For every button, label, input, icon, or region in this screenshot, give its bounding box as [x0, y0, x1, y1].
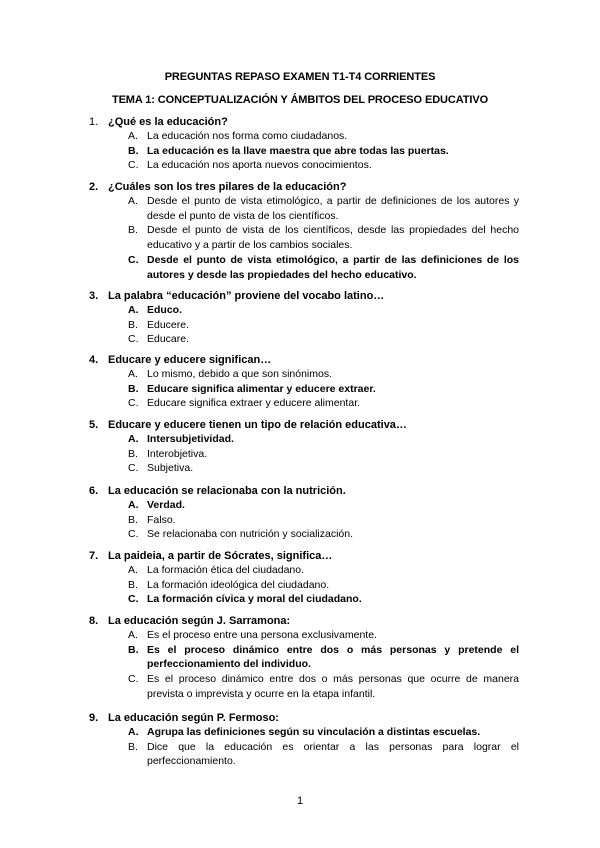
- option-text: Verdad.: [147, 499, 185, 511]
- question-number: 1.: [89, 116, 99, 128]
- option-letter: B.: [128, 224, 138, 237]
- document-title: PREGUNTAS REPASO EXAMEN T1-T4 CORRIENTES: [164, 71, 436, 83]
- option-text: Desde el punto de vista etimológico, a partir de las definiciones de los autores y desde las propiedades del hecho educativo.: [147, 253, 519, 281]
- answer-option: [128, 367, 519, 382]
- option-letter: C.: [128, 528, 139, 541]
- answer-option: [128, 740, 519, 769]
- question-number: 6.: [89, 485, 99, 497]
- option-letter: C.: [128, 593, 139, 606]
- question-line: [89, 354, 519, 367]
- question-number: 8.: [89, 615, 99, 627]
- option-letter: A.: [128, 130, 138, 142]
- option-text: Desde el punto de vista etimológico, a partir de definiciones de los autores y desde el punto de vista de los científicos.: [147, 195, 519, 222]
- answer-option: [128, 628, 519, 643]
- question-block: [89, 712, 519, 769]
- answer-option: [128, 672, 519, 701]
- answer-option-correct: [128, 303, 519, 318]
- answer-option-correct: [128, 382, 519, 397]
- question-block: [89, 550, 519, 607]
- option-text: Intersubjetividad.: [147, 433, 234, 445]
- option-text: Lo mismo, debido a que son sinónimos.: [147, 368, 333, 380]
- question-line: [89, 485, 519, 498]
- answer-option: [128, 563, 519, 578]
- answer-option: [128, 223, 519, 252]
- option-text: Dice que la educación es orientar a las personas para lograr el perfeccionamiento.: [147, 740, 519, 768]
- question-line: [89, 550, 519, 563]
- question-text: Educare y educere significan…: [108, 354, 272, 366]
- answer-option-correct: [128, 725, 519, 740]
- option-text: Falso.: [147, 513, 176, 526]
- question-text: La educación según P. Fermoso:: [108, 712, 279, 724]
- option-letter: B.: [128, 643, 139, 656]
- question-text: La educación se relacionaba con la nutrición.: [108, 485, 346, 497]
- option-text: Se relacionaba con nutrición y socialización.: [147, 528, 354, 541]
- option-letter: A.: [128, 629, 138, 641]
- question-number: 2.: [89, 181, 99, 193]
- option-letter: B.: [128, 382, 139, 395]
- question-line: [89, 615, 519, 628]
- option-text: Interobjetiva.: [147, 447, 208, 460]
- option-text: Es el proceso dinámico entre dos o más personas y pretende el perfeccionamiento del individuo.: [147, 643, 519, 671]
- question-text: La educación según J. Sarramona:: [108, 615, 291, 627]
- option-letter: C.: [128, 159, 139, 172]
- option-letter: C.: [128, 673, 139, 686]
- option-text: La educación nos aporta nuevos conocimientos.: [147, 159, 372, 172]
- option-letter: C.: [128, 333, 139, 346]
- option-letter: A.: [128, 499, 139, 511]
- option-text: La educación nos forma como ciudadanos.: [147, 130, 348, 142]
- option-letter: C.: [128, 462, 139, 475]
- option-letter: B.: [128, 447, 138, 460]
- answer-option-correct: [128, 253, 519, 282]
- option-text: Agrupa las definiciones según su vinculación a distintas escuelas.: [147, 726, 481, 738]
- page-number: 1: [296, 795, 304, 807]
- answer-option: [128, 396, 519, 411]
- answer-option: [128, 332, 519, 347]
- answer-option: [128, 578, 519, 593]
- question-number: 3.: [89, 290, 99, 302]
- question-block: [89, 181, 519, 282]
- option-letter: B.: [128, 144, 139, 157]
- question-block: [89, 290, 519, 347]
- option-text: Es el proceso dinámico entre dos o más personas que ocurre de manera prevista o imprevista y ocurre en la etapa infantil.: [147, 673, 519, 700]
- option-text: Desde el punto de vista de los científicos, desde las propiedades del hecho educativo y a partir de los cambios sociales.: [147, 224, 519, 252]
- question-line: [89, 419, 519, 432]
- question-block: [89, 485, 519, 542]
- question-number: 7.: [89, 550, 99, 562]
- answer-option: [128, 447, 519, 462]
- option-letter: A.: [128, 564, 138, 576]
- option-text: Educare significa extraer y educere alimentar.: [147, 397, 361, 410]
- option-letter: C.: [128, 397, 139, 410]
- option-letter: B.: [128, 740, 138, 753]
- answer-option: [128, 129, 519, 144]
- option-text: La formación ideológica del ciudadano.: [147, 578, 330, 591]
- answer-option: [128, 513, 519, 528]
- question-line: [89, 290, 519, 303]
- question-text: ¿Qué es la educación?: [108, 116, 228, 128]
- option-letter: A.: [128, 726, 139, 738]
- option-letter: A.: [128, 433, 139, 445]
- answer-option-correct: [128, 643, 519, 672]
- question-block: [89, 419, 519, 476]
- answer-option: [128, 158, 519, 173]
- option-text: La formación cívica y moral del ciudadano.: [147, 593, 362, 606]
- answer-option-correct: [128, 432, 519, 447]
- answer-option-correct: [128, 498, 519, 513]
- question-line: [89, 116, 519, 129]
- option-text: Educo.: [147, 304, 183, 316]
- question-line: [89, 181, 519, 194]
- option-letter: A.: [128, 195, 138, 207]
- answer-option-correct: [128, 592, 519, 607]
- option-text: Subjetiva.: [147, 462, 194, 475]
- question-number: 5.: [89, 419, 99, 431]
- option-letter: A.: [128, 368, 138, 380]
- option-letter: A.: [128, 304, 139, 316]
- question-text: Educare y educere tienen un tipo de relación educativa…: [108, 419, 407, 431]
- question-block: [89, 615, 519, 702]
- answer-option: [128, 194, 519, 223]
- question-text: La paideia, a partir de Sócrates, significa…: [108, 550, 333, 562]
- option-letter: B.: [128, 318, 138, 331]
- answer-option-correct: [128, 144, 519, 159]
- option-text: La educación es la llave maestra que abre todas las puertas.: [147, 144, 449, 157]
- option-text: La formación ética del ciudadano.: [147, 564, 305, 576]
- question-number: 4.: [89, 354, 99, 366]
- question-block: [89, 116, 519, 173]
- option-letter: C.: [128, 253, 139, 266]
- answer-option: [128, 461, 519, 476]
- option-letter: B.: [128, 578, 138, 591]
- option-letter: B.: [128, 513, 138, 526]
- question-text: La palabra “educación” proviene del vocabo latino…: [108, 290, 385, 302]
- option-text: Educere.: [147, 318, 190, 331]
- question-line: [89, 712, 519, 725]
- section-title: TEMA 1: CONCEPTUALIZACIÓN Y ÁMBITOS DEL PROCESO EDUCATIVO: [111, 94, 489, 106]
- option-text: Educare.: [147, 333, 190, 346]
- answer-option: [128, 527, 519, 542]
- question-text: ¿Cuáles son los tres pilares de la educación?: [108, 181, 347, 193]
- option-text: Educare significa alimentar y educere extraer.: [147, 382, 376, 395]
- option-text: Es el proceso entre una persona exclusivamente.: [147, 629, 377, 641]
- question-block: [89, 354, 519, 411]
- answer-option: [128, 318, 519, 333]
- question-number: 9.: [89, 712, 99, 724]
